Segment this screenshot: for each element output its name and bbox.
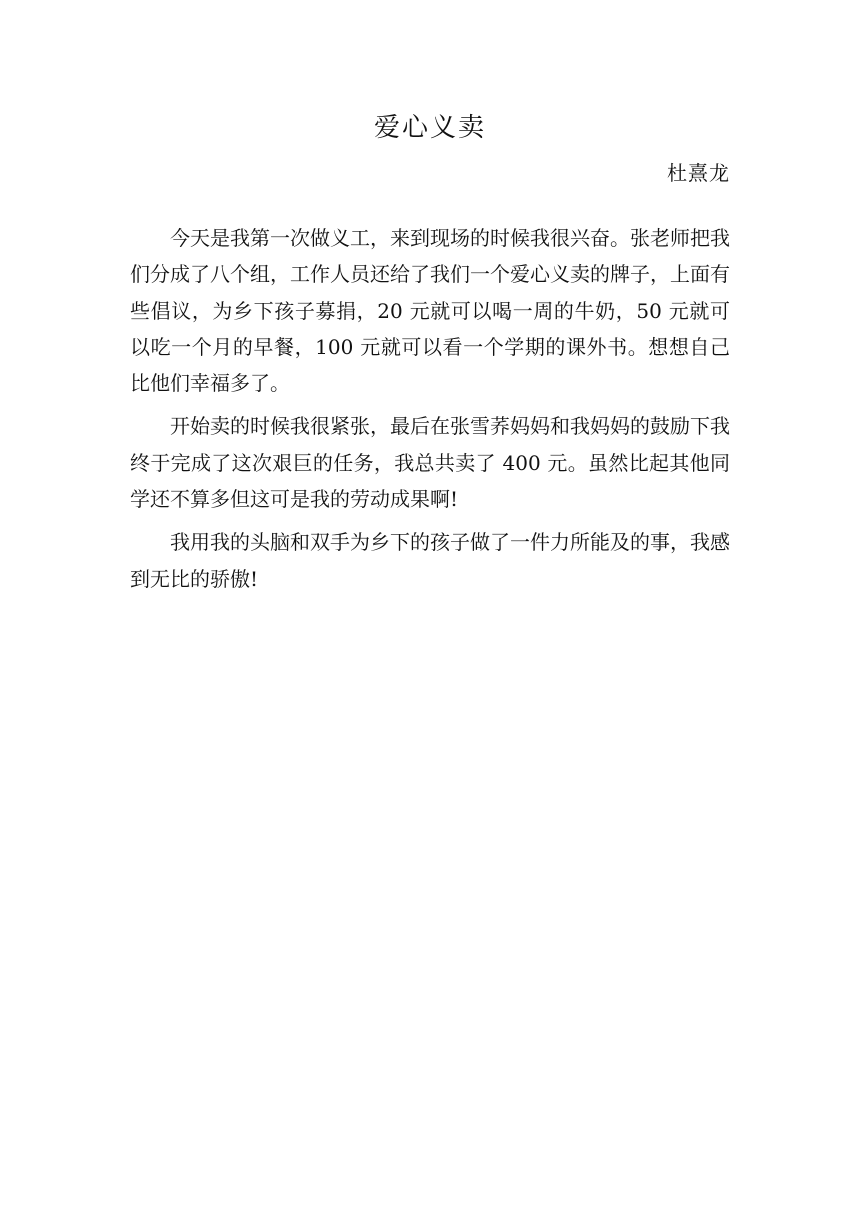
document-title: 爱心义卖 xyxy=(373,113,486,143)
paragraph: 我用我的头脑和双手为乡下的孩子做了一件力所能及的事，我感到无比的骄傲! xyxy=(130,530,730,591)
author-name: 杜熹龙 xyxy=(667,161,730,185)
paragraph: 开始卖的时候我很紧张，最后在张雪荞妈妈和我妈妈的鼓励下我终于完成了这次艰巨的任务，我总共卖了 400 元。虽然比起其他同学还不算多但这可是我的劳动成果啊! xyxy=(130,414,730,512)
essay-body xyxy=(130,220,730,604)
paragraph: 今天是我第一次做义工，来到现场的时候我很兴奋。张老师把我们分成了八个组，工作人员还给了我们一个爱心义卖的牌子，上面有些倡议，为乡下孩子募捐，20 元就可以喝一周的牛奶，50 元就可以吃一个月的早餐，100 元就可以看一个学期的课外书。想想自己比他们幸福多了。 xyxy=(130,226,730,396)
